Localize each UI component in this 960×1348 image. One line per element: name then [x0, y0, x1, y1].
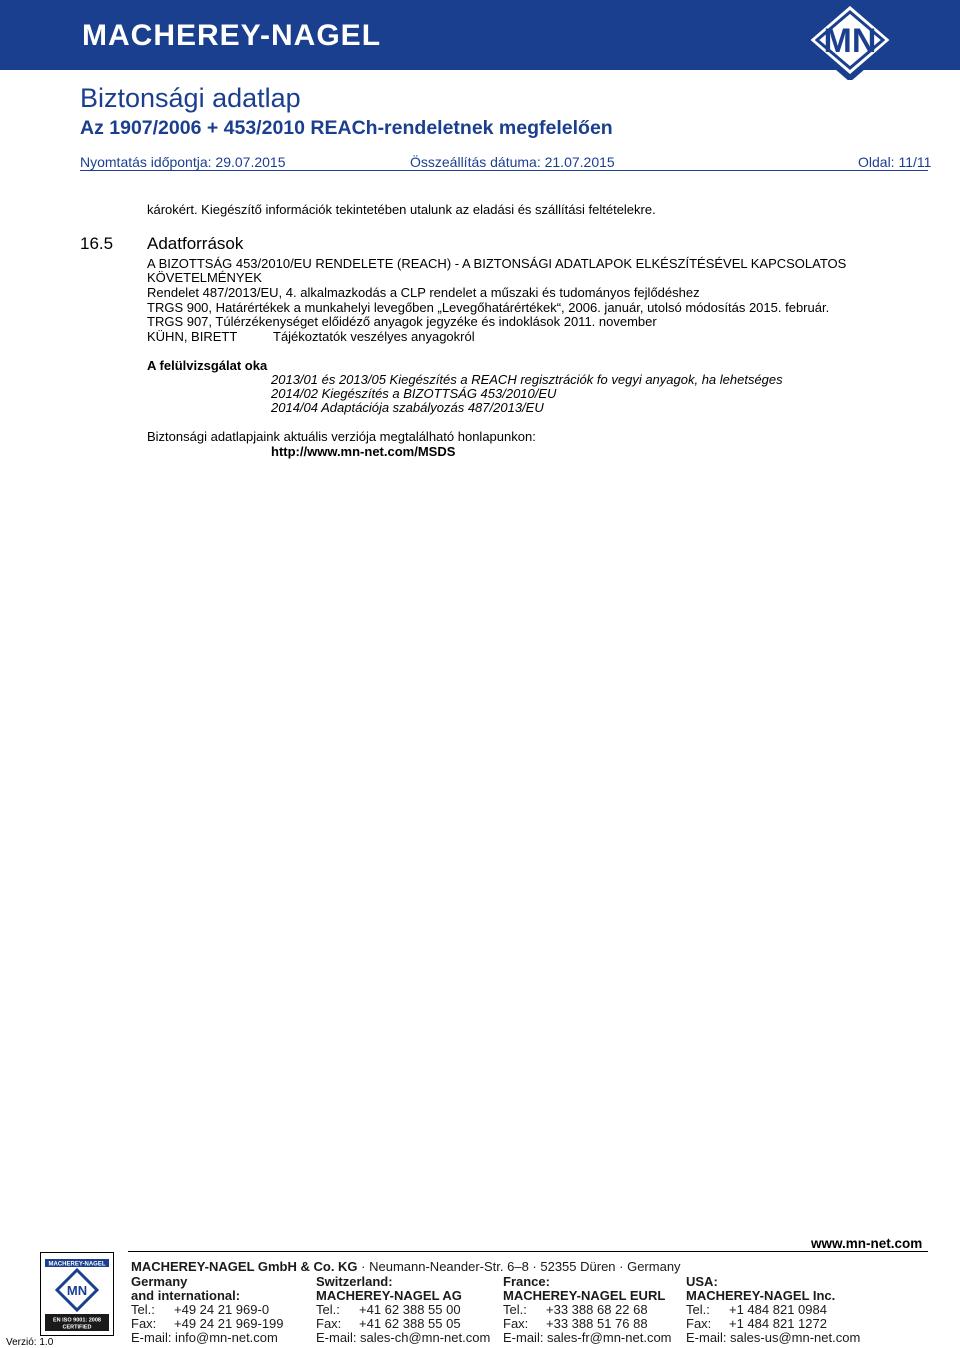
footer-col-label: USA: — [686, 1274, 718, 1289]
tel-number: +49 24 21 969-0 — [174, 1302, 270, 1317]
review-label: A felülvizsgálat oka — [147, 358, 268, 373]
print-date: Nyomtatás időpontja: 29.07.2015 — [80, 154, 286, 170]
source-line: KÖVETELMÉNYEK — [147, 270, 262, 285]
tel-label: Tel.: — [131, 1302, 155, 1317]
version-label: Verzió: 1.0 — [6, 1337, 54, 1348]
fax-label: Fax: — [686, 1316, 712, 1331]
header-divider — [80, 170, 928, 171]
kuhn-value: Tájékoztatók veszélyes anyagokról — [273, 329, 475, 344]
footer-col-label: Switzerland: — [316, 1274, 393, 1289]
email[interactable]: E-mail: sales-us@mn-net.com — [686, 1330, 861, 1345]
review-reason: 2013/01 és 2013/05 Kiegészítés a REACH regisztrációk fo vegyi anyagok, ha lehetséges — [271, 372, 783, 387]
cert-logo: MN — [66, 1283, 88, 1298]
mn-logo-icon — [776, 0, 924, 80]
email[interactable]: E-mail: info@mn-net.com — [131, 1330, 278, 1345]
source-line: A BIZOTTSÁG 453/2010/EU RENDELETE (REACH) - A BIZTONSÁGI ADATLAPOK ELKÉSZÍTÉSÉVEL KAPCSOLATOS — [147, 256, 847, 271]
tel-number: +41 62 388 55 00 — [359, 1302, 461, 1317]
fax-number: +41 62 388 55 05 — [359, 1316, 461, 1331]
kuhn-label: KÜHN, BIRETT — [147, 329, 238, 344]
review-reason: 2014/02 Kiegészítés a BIZOTTSÁG 453/2010/EU — [271, 386, 557, 401]
cert-line2: CERTIFIED — [62, 1324, 92, 1331]
iso-cert-icon — [41, 1253, 113, 1335]
tel-label: Tel.: — [503, 1302, 527, 1317]
logo-text: MN — [823, 22, 877, 60]
fax-label: Fax: — [131, 1316, 157, 1331]
footer-col-label: Germany — [131, 1274, 188, 1289]
cert-line1: EN ISO 9001: 2008 — [52, 1317, 102, 1324]
source-line: TRGS 900, Határértékek a munkahelyi levegőben „Levegőhatárértékek“, 2006. január, utolsó módosítás 2015. február. — [147, 300, 830, 315]
website-note: Biztonsági adatlapjaink aktuális verziója megtalálható honlapunkon: — [147, 429, 536, 444]
company-name: MACHEREY-NAGEL GmbH & Co. KG — [131, 1259, 358, 1274]
source-line: Rendelet 487/2013/EU, 4. alkalmazkodás a CLP rendelet a műszaki és tudományos fejlődéshez — [147, 285, 700, 300]
review-reason: 2014/04 Adaptációja szabályozás 487/2013/EU — [271, 400, 544, 415]
tel-label: Tel.: — [686, 1302, 710, 1317]
footer-col-label: MACHEREY-NAGEL AG — [316, 1288, 462, 1303]
source-line: TRGS 907, Túlérzékenységet előidéző anyagok jegyzéke és indoklások 2011. november — [147, 314, 657, 329]
tel-number: +1 484 821 0984 — [729, 1302, 827, 1317]
fax-number: +1 484 821 1272 — [729, 1316, 827, 1331]
fax-label: Fax: — [503, 1316, 529, 1331]
footer-col-label: MACHEREY-NAGEL EURL — [503, 1288, 666, 1303]
email[interactable]: E-mail: sales-fr@mn-net.com — [503, 1330, 672, 1345]
company-line — [131, 1260, 681, 1274]
tel-number: +33 388 68 22 68 — [546, 1302, 648, 1317]
page-number: Oldal: 11/11 — [858, 154, 932, 170]
footer-divider — [128, 1251, 928, 1252]
footer-col-label: MACHEREY-NAGEL Inc. — [686, 1288, 836, 1303]
fax-label: Fax: — [316, 1316, 342, 1331]
email[interactable]: E-mail: sales-ch@mn-net.com — [316, 1330, 491, 1345]
section-number: 16.5 — [80, 234, 114, 253]
continuation-text: károkért. Kiegészítő információk tekintetében utalunk az eladási és szállítási feltételekre. — [147, 202, 656, 217]
fax-number: +49 24 21 969-199 — [174, 1316, 284, 1331]
company-address: · Neumann-Neander-Str. 6–8 · 52355 Düren · Germany — [357, 1259, 681, 1274]
tel-label: Tel.: — [316, 1302, 340, 1317]
footer-col-label: France: — [503, 1274, 550, 1289]
document-title: Biztonsági adatlap — [80, 83, 301, 113]
footer-url[interactable]: www.mn-net.com — [811, 1236, 923, 1251]
fax-number: +33 388 51 76 88 — [546, 1316, 648, 1331]
cert-brand: MACHEREY-NAGEL — [48, 1261, 106, 1268]
document-subtitle: Az 1907/2006 + 453/2010 REACh-rendeletnek megfelelően — [80, 117, 613, 139]
footer-col-label: and international: — [131, 1288, 241, 1303]
certification-badge — [40, 1252, 114, 1336]
compile-date: Összeállítás dátuma: 21.07.2015 — [410, 154, 615, 170]
section-title: Adatforrások — [147, 234, 244, 253]
website-link[interactable]: http://www.mn-net.com/MSDS — [271, 444, 456, 459]
brand-name: MACHEREY-NAGEL — [82, 19, 382, 52]
